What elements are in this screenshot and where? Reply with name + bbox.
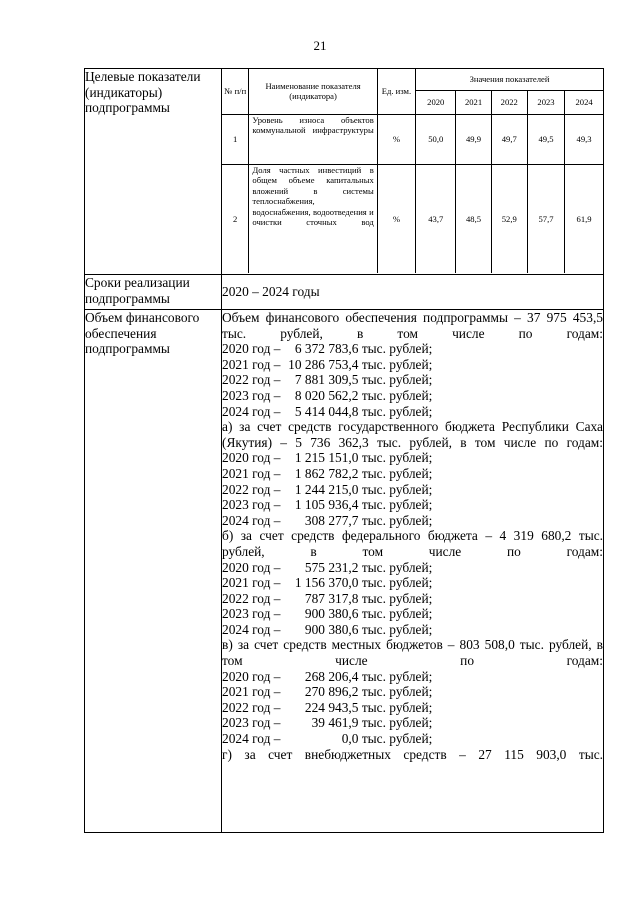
finance-d-intro: г) за счет внебюджетных средств – 27 115 903,0 тыс. <box>222 746 603 762</box>
terms-label: Сроки реализации подпрограммы <box>85 275 222 310</box>
row-value: 49,3 <box>565 114 603 164</box>
finance-year-line: 2021 год – 10 286 753,4 тыс. рублей; <box>222 356 433 372</box>
header-year: 2021 <box>456 90 491 114</box>
header-year: 2020 <box>416 90 456 114</box>
finance-year-line: 2021 год – 1 156 370,0 тыс. рублей; <box>222 575 433 591</box>
finance-year-line: 2024 год – 0,0 тыс. рублей; <box>222 731 433 747</box>
finance-year-line: 2024 год – 5 414 044,8 тыс. рублей; <box>222 403 433 419</box>
terms-row <box>85 275 604 310</box>
finance-row <box>85 310 604 833</box>
table-row <box>222 114 603 164</box>
header-unit: Ед. изм. <box>377 69 415 114</box>
indicators-table-cell <box>222 69 604 275</box>
row-name: Доля частных инвестиций в общем объеме капитальных вложений в системы теплоснабжения, водоснабжения, водоотведения и очистки сточных вод <box>249 164 377 273</box>
finance-c-intro: в) за счет средств местных бюджетов – 803 508,0 тыс. рублей, в том числе по годам: <box>222 637 603 669</box>
header-values: Значения показателей <box>416 69 603 90</box>
finance-year-line: 2024 год – 900 380,6 тыс. рублей; <box>222 621 433 637</box>
indicators-row <box>85 69 604 275</box>
row-value: 52,9 <box>491 164 527 273</box>
row-value: 57,7 <box>527 164 564 273</box>
finance-year-line: 2022 год – 7 881 309,5 тыс. рублей; <box>222 372 433 388</box>
row-value: 49,5 <box>527 114 564 164</box>
indicators-table <box>222 69 603 273</box>
row-unit: % <box>377 114 415 164</box>
row-name: Уровень износа объектов коммунальной инфраструктуры <box>249 114 377 164</box>
finance-year-line: 2023 год – 1 105 936,4 тыс. рублей; <box>222 497 433 513</box>
row-value: 49,9 <box>456 114 491 164</box>
finance-a-intro: а) за счет средств государственного бюджета Республики Саха (Якутия) – 5 736 362,3 тыс. рублей, в том числе по годам: <box>222 419 603 450</box>
row-value: 49,7 <box>491 114 527 164</box>
row-num: 1 <box>222 114 249 164</box>
finance-year-line: 2021 год – 270 896,2 тыс. рублей; <box>222 684 433 700</box>
row-value: 43,7 <box>416 164 456 273</box>
row-value: 48,5 <box>456 164 491 273</box>
passport-table <box>84 68 604 833</box>
header-name: Наименование показателя (индикатора) <box>249 69 377 114</box>
header-year: 2022 <box>491 90 527 114</box>
finance-text <box>222 310 604 833</box>
finance-year-line: 2020 год – 6 372 783,6 тыс. рублей; <box>222 341 433 357</box>
row-value: 50,0 <box>416 114 456 164</box>
finance-year-line: 2023 год – 900 380,6 тыс. рублей; <box>222 606 433 622</box>
finance-year-line: 2020 год – 1 215 151,0 тыс. рублей; <box>222 450 433 466</box>
header-num: № п/п <box>222 69 249 114</box>
finance-year-line: 2023 год – 39 461,9 тыс. рублей; <box>222 715 433 731</box>
finance-year-line: 2023 год – 8 020 562,2 тыс. рублей; <box>222 387 433 403</box>
table-row <box>222 164 603 273</box>
row-num: 2 <box>222 164 249 273</box>
finance-year-line: 2022 год – 224 943,5 тыс. рублей; <box>222 699 433 715</box>
row-value: 61,9 <box>565 164 603 273</box>
header-year: 2024 <box>565 90 603 114</box>
finance-year-line: 2024 год – 308 277,7 тыс. рублей; <box>222 512 433 528</box>
finance-b-intro: б) за счет средств федерального бюджета – 4 319 680,2 тыс. рублей, в том числе по годам: <box>222 528 603 559</box>
terms-value: 2020 – 2024 годы <box>222 275 604 310</box>
finance-year-line: 2022 год – 1 244 215,0 тыс. рублей; <box>222 481 433 497</box>
finance-label: Объем финансового обеспечения подпрограммы <box>85 310 222 833</box>
finance-year-line: 2022 год – 787 317,8 тыс. рублей; <box>222 590 433 606</box>
row-unit: % <box>377 164 415 273</box>
finance-year-line: 2020 год – 575 231,2 тыс. рублей; <box>222 559 433 575</box>
finance-year-line: 2021 год – 1 862 782,2 тыс. рублей; <box>222 465 433 481</box>
page-number: 21 <box>313 38 327 53</box>
header-year: 2023 <box>527 90 564 114</box>
finance-intro: Объем финансового обеспечения подпрограммы – 37 975 453,5 тыс. рублей, в том числе по годам: <box>222 310 603 341</box>
finance-year-line: 2020 год – 268 206,4 тыс. рублей; <box>222 668 433 684</box>
indicators-label: Целевые показатели (индикаторы) подпрограммы <box>85 69 222 275</box>
